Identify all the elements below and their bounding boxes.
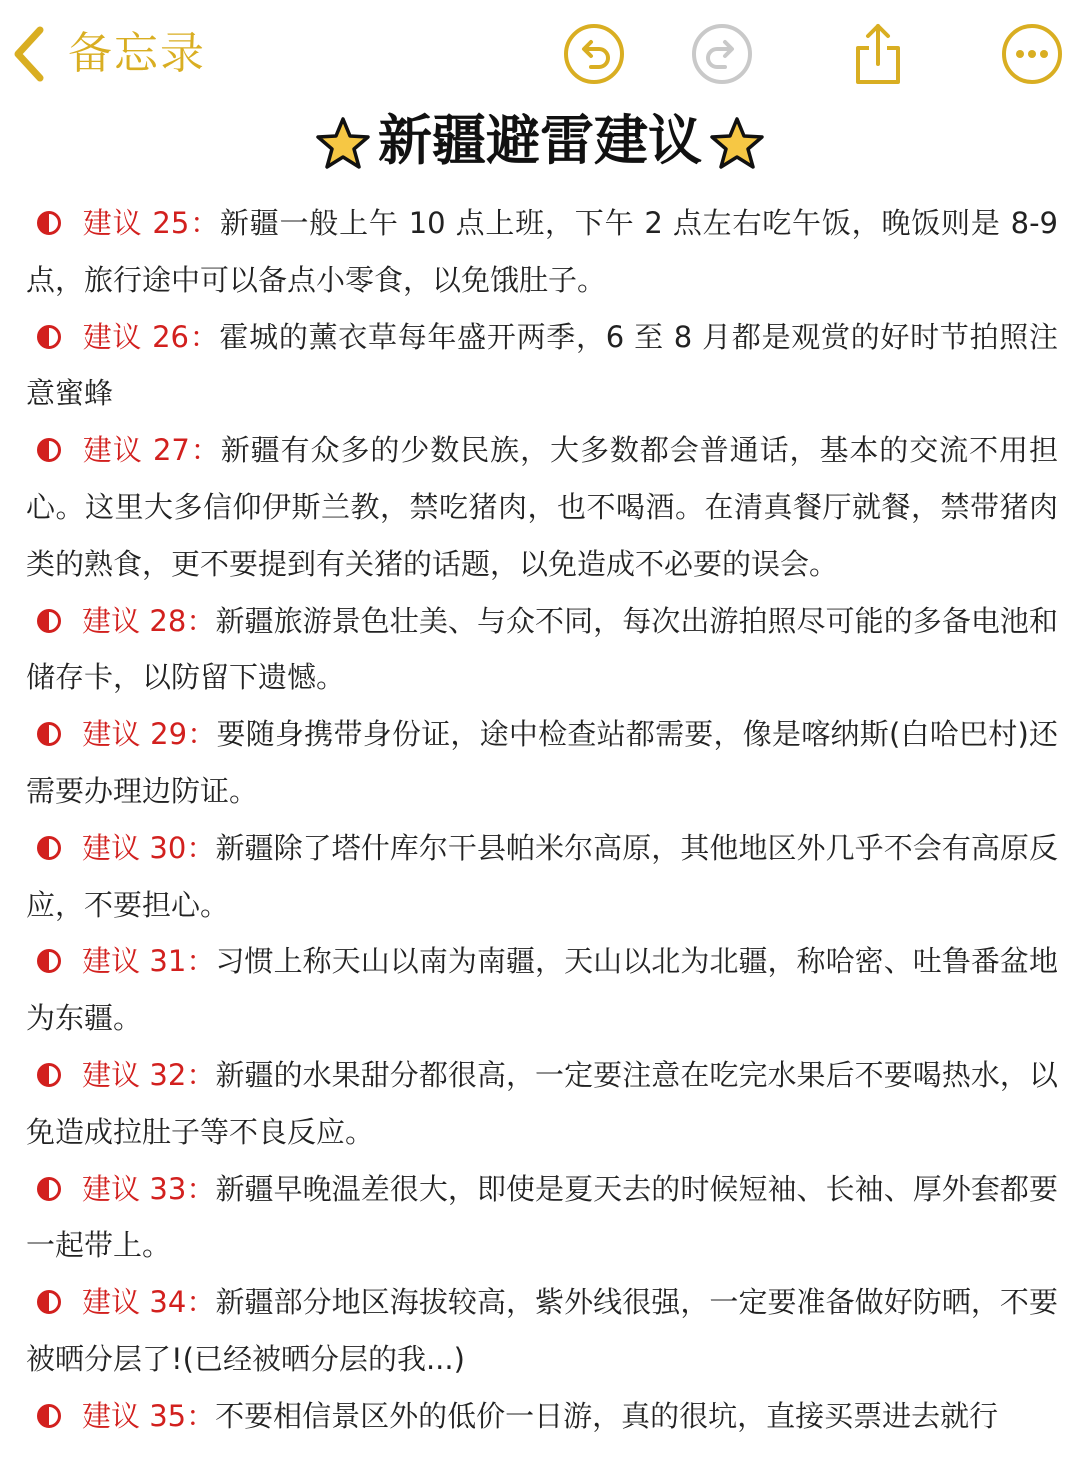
undo-button[interactable] [562,22,626,86]
tip-text: 新疆部分地区海拔较高，紫外线很强，一定要准备做好防晒，不要被晒分层了!(已经被晒分层的我...) [26,1285,1058,1376]
half-circle-bullet-icon [36,324,62,350]
tip-label: 建议 30： [82,830,216,865]
half-circle-bullet-icon [36,1176,62,1202]
back-label: 备忘录 [68,28,206,79]
tip-text: 新疆旅游景色壮美、与众不同，每次出游拍照尽可能的多备电池和储存卡，以防留下遗憾。 [26,603,1058,695]
share-icon [846,22,910,86]
half-circle-bullet-icon [36,437,62,463]
tip-item [0,706,1080,820]
half-circle-bullet-icon [36,608,62,634]
tip-text: 新疆的水果甜分都很高，一定要注意在吃完水果后不要喝热水，以免造成拉肚子等不良反应。 [26,1057,1058,1149]
tip-text: 新疆早晚温差很大，即使是夏天去的时候短袖、长袖、厚外套都要一起带上。 [26,1171,1058,1263]
tip-text: 新疆除了塔什库尔干县帕米尔高原，其他地区外几乎不会有高原反应，不要担心。 [26,830,1058,922]
half-circle-bullet-icon [36,948,62,974]
top-toolbar [0,0,1080,108]
half-circle-bullet-icon [36,721,62,747]
tips-list [0,195,1080,1445]
tip-item [0,1388,1080,1445]
redo-icon [690,22,754,86]
tip-label: 建议 26： [82,319,220,354]
tip-text: 新疆有众多的少数民族，大多数都会普通话，基本的交流不用担心。这里大多信仰伊斯兰教，禁吃猪肉，也不喝酒。在清真餐厅就餐，禁带猪肉类的熟食，更不要提到有关猪的话题，以免造成不必要的误会。 [26,433,1058,581]
redo-button[interactable] [690,22,754,86]
tip-item [0,1274,1080,1388]
tip-label: 建议 29： [82,717,217,752]
tip-label: 建议 25： [82,206,220,240]
tip-item [0,1161,1080,1275]
half-circle-bullet-icon [36,1062,62,1088]
undo-icon [562,22,626,86]
tip-label: 建议 32： [82,1057,216,1092]
tip-text: 新疆一般上午 10 点上班，下午 2 点左右吃午饭，晚饭则是 8-9 点，旅行途中可以备点小零食，以免饿肚子。 [26,206,1059,297]
tip-label: 建议 28： [82,603,216,638]
tip-text: 不要相信景区外的低价一日游，真的很坑，直接买票进去就行 [215,1398,999,1433]
tip-item [0,422,1080,592]
half-circle-bullet-icon [36,1403,62,1429]
back-button[interactable] [10,22,206,86]
tip-text: 要随身携带身份证，途中检查站都需要，像是喀纳斯(白哈巴村)还需要办理边防证。 [26,717,1058,808]
note-title-text: 新疆避雷建议 [378,109,702,172]
share-button[interactable] [846,22,910,86]
tip-text: 习惯上称天山以南为南疆，天山以北为北疆，称哈密、吐鲁番盆地为东疆。 [26,944,1058,1036]
star-icon [314,116,372,172]
half-circle-bullet-icon [36,1289,62,1315]
tip-item [0,1047,1080,1161]
tip-label: 建议 31： [82,944,216,979]
note-title [0,106,1080,176]
half-circle-bullet-icon [36,835,62,861]
more-button[interactable] [1000,22,1064,86]
tip-item [0,820,1080,934]
tip-item [0,933,1080,1047]
tip-item [0,593,1080,707]
tip-item [0,195,1080,309]
tip-label: 建议 27： [82,433,221,468]
tip-text: 霍城的薰衣草每年盛开两季，6 至 8 月都是观赏的好时节拍照注意蜜蜂 [26,319,1059,411]
tip-label: 建议 34： [82,1285,216,1320]
star-icon [708,116,766,172]
chevron-left-icon [10,24,46,84]
more-icon [1000,22,1064,86]
tip-item [0,309,1080,423]
tip-label: 建议 35： [82,1398,216,1433]
half-circle-bullet-icon [36,210,62,236]
tip-label: 建议 33： [82,1171,216,1206]
